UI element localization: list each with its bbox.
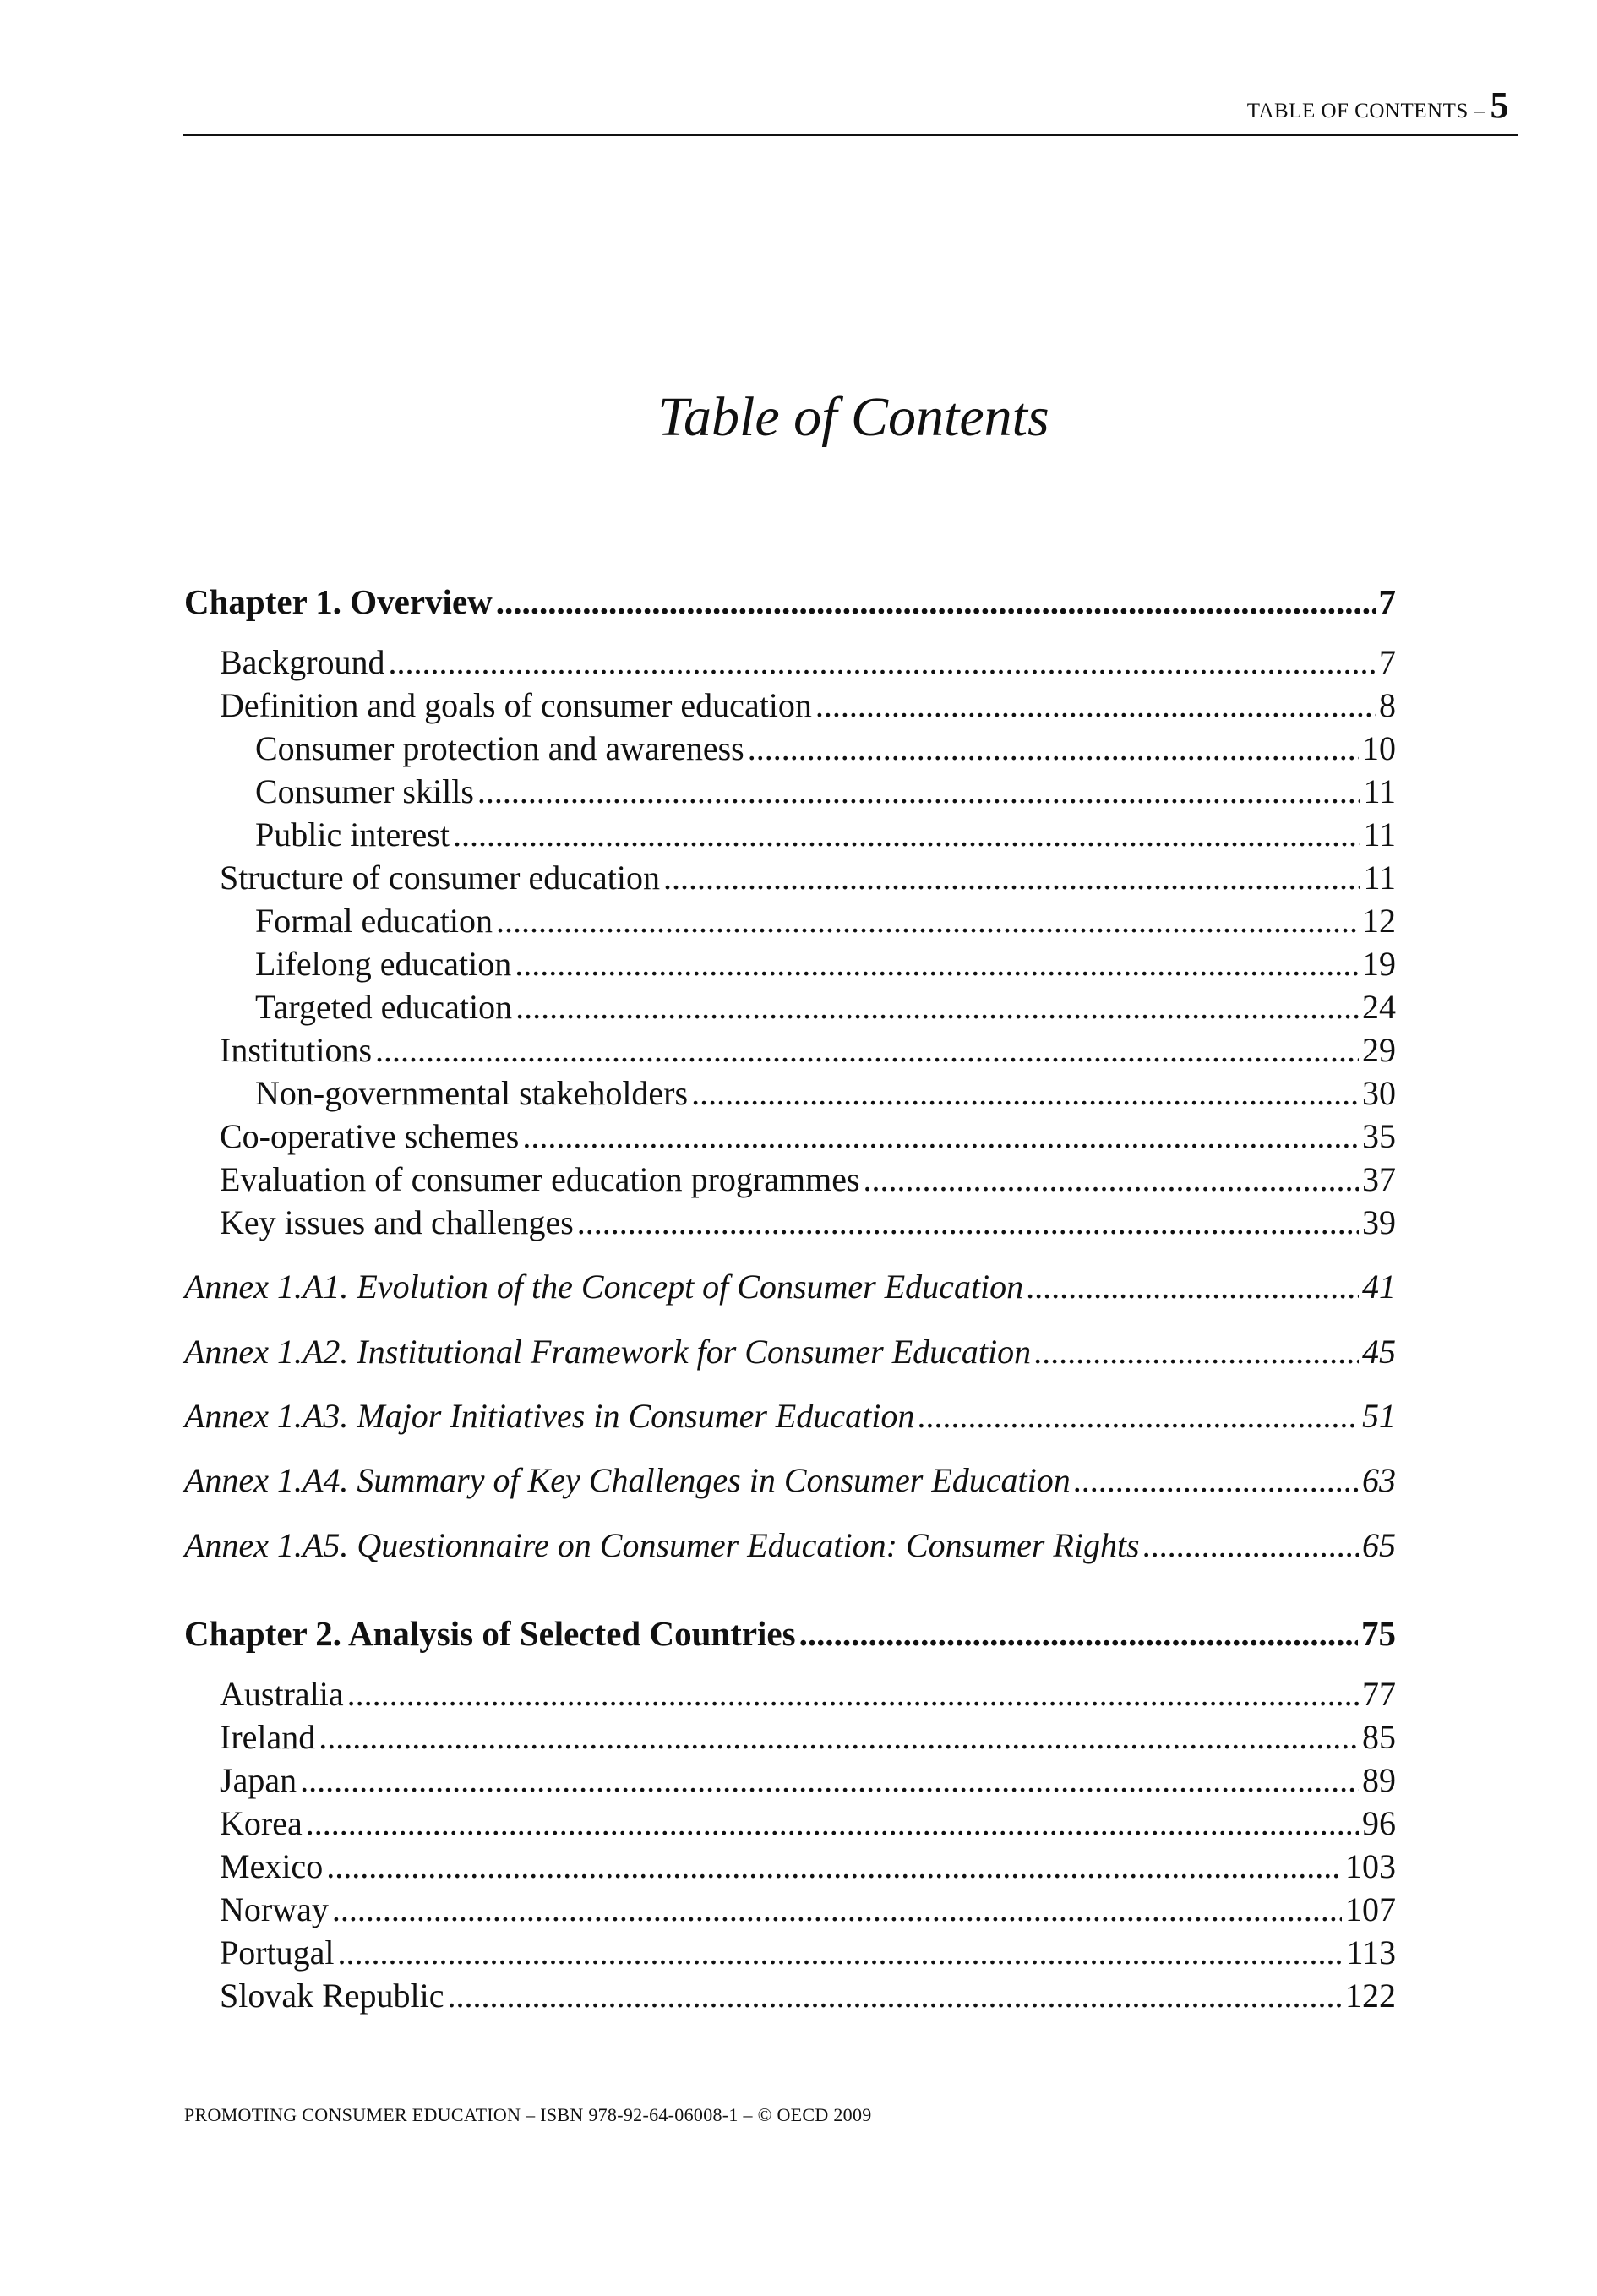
toc-entry-structure[interactable]: Structure of consumer education ..... 11 xyxy=(220,858,1396,897)
toc-entry-japan[interactable]: Japan ..... 89 xyxy=(220,1760,1396,1800)
toc-entry-institutions[interactable]: Institutions ..... 29 xyxy=(220,1030,1396,1070)
page-number: 5 xyxy=(1490,85,1509,126)
toc-annex-1a1[interactable]: Annex 1.A1. Evolution of the Concept of Consumer Education ..... 41 xyxy=(184,1267,1396,1306)
toc-chapter-1[interactable]: Chapter 1. Overview ..... 7 xyxy=(184,581,1396,622)
toc-annex-1a4[interactable]: Annex 1.A4. Summary of Key Challenges in Consumer Education ..... 63 xyxy=(184,1460,1396,1500)
toc-entry-consumer-protection[interactable]: Consumer protection and awareness ..... 10 xyxy=(255,728,1396,768)
toc-annex-1a2[interactable]: Annex 1.A2. Institutional Framework for Consumer Education ..... 45 xyxy=(184,1332,1396,1372)
toc-entry-evaluation[interactable]: Evaluation of consumer education programmes ..... 37 xyxy=(220,1159,1396,1199)
toc-entry-ireland[interactable]: Ireland ..... 85 xyxy=(220,1717,1396,1757)
toc-entry-targeted-education[interactable]: Targeted education ..... 24 xyxy=(255,987,1396,1027)
toc-entry-slovak-republic[interactable]: Slovak Republic ..... 122 xyxy=(220,1976,1396,2015)
page-title: Table of Contents xyxy=(657,386,1049,448)
toc-entry-consumer-skills[interactable]: Consumer skills ..... 11 xyxy=(255,772,1396,811)
toc-entry-key-issues[interactable]: Key issues and challenges ..... 39 xyxy=(220,1203,1396,1242)
toc-entry-mexico[interactable]: Mexico ..... 103 xyxy=(220,1846,1396,1886)
toc-entry-portugal[interactable]: Portugal ..... 113 xyxy=(220,1933,1396,1972)
toc-chapter-2[interactable]: Chapter 2. Analysis of Selected Countries ..... 75 xyxy=(184,1613,1396,1654)
toc-annex-1a3[interactable]: Annex 1.A3. Major Initiatives in Consumer Education ..... 51 xyxy=(184,1396,1396,1436)
running-header-text xyxy=(1247,84,1509,127)
toc-entry-australia[interactable]: Australia ..... 77 xyxy=(220,1674,1396,1714)
toc-annex-1a5[interactable]: Annex 1.A5. Questionnaire on Consumer Education: Consumer Rights ..... 65 xyxy=(184,1525,1396,1565)
toc-entry-norway[interactable]: Norway ..... 107 xyxy=(220,1890,1396,1929)
running-footer: PROMOTING CONSUMER EDUCATION – ISBN 978-92-64-06008-1 – © OECD 2009 xyxy=(184,2104,872,2125)
toc-entry-background[interactable]: Background ..... 7 xyxy=(220,642,1396,682)
toc-entry-formal-education[interactable]: Formal education ..... 12 xyxy=(255,901,1396,941)
toc-entry-public-interest[interactable]: Public interest ..... 11 xyxy=(255,815,1396,854)
toc-entry-lifelong-education[interactable]: Lifelong education ..... 19 xyxy=(255,944,1396,984)
running-header xyxy=(183,83,1518,136)
toc-entry-non-governmental[interactable]: Non-governmental stakeholders ..... 30 xyxy=(255,1073,1396,1113)
toc-entry-definition-goals[interactable]: Definition and goals of consumer education ..... 8 xyxy=(220,685,1396,725)
toc-entry-co-operative[interactable]: Co-operative schemes ..... 35 xyxy=(220,1116,1396,1156)
running-header-title: TABLE OF CONTENTS – xyxy=(1246,100,1485,123)
toc-entry-korea[interactable]: Korea ..... 96 xyxy=(220,1803,1396,1843)
